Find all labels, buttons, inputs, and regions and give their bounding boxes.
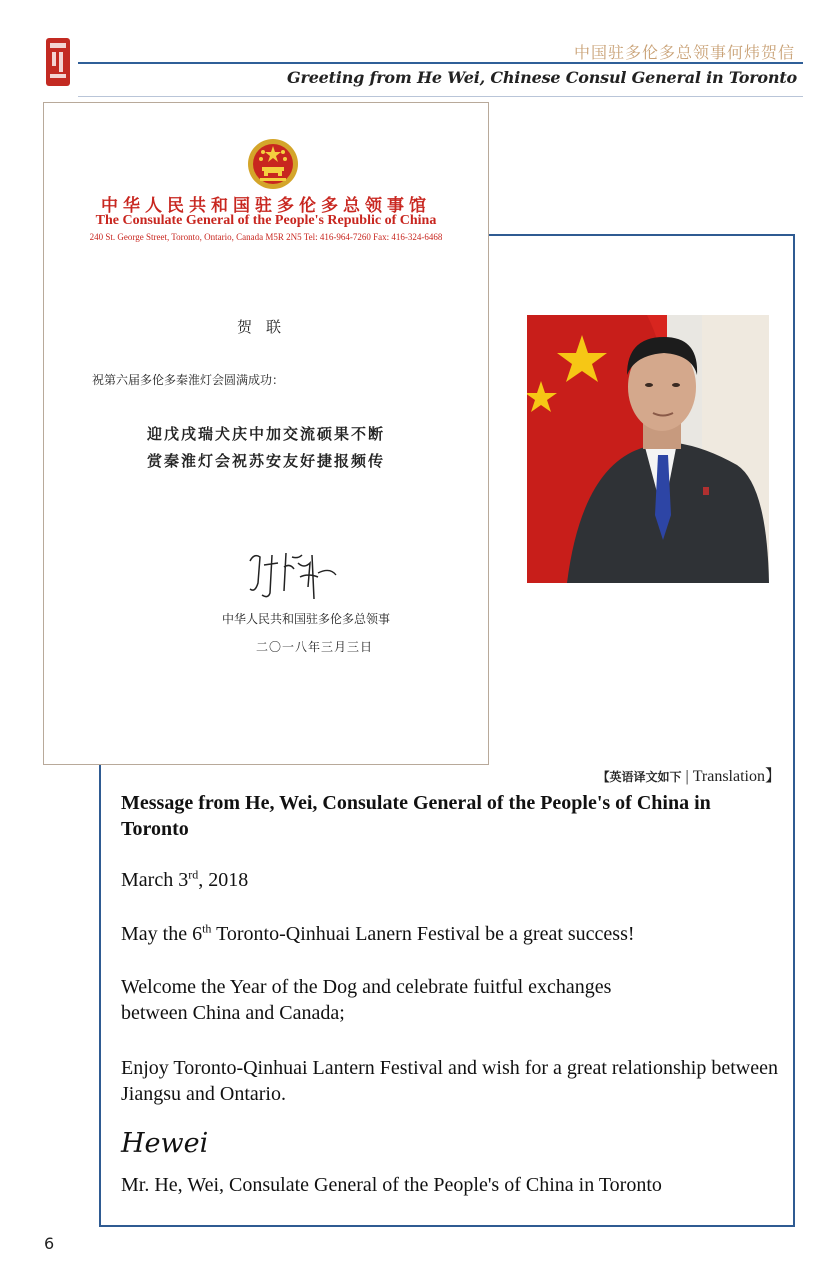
message-wish-sup: th (202, 921, 212, 936)
message-wish (121, 921, 781, 947)
translation-label-cn: 【英语译文如下 (597, 770, 682, 784)
message-wish-end: Toronto-Qinhuai Lanern Festival be a great success! (211, 923, 635, 945)
greeting-letter (43, 102, 489, 765)
national-emblem-icon (246, 137, 300, 191)
message-date-sup: rd (188, 867, 199, 882)
message-paragraph-2: Enjoy Toronto-Qinhuai Lantern Festival and wish for a great relationship between Jiangsu and Ontario. (121, 1057, 778, 1105)
message-title: Message from He, Wei, Consulate General of the People's of China in Toronto (121, 792, 711, 840)
message-date-main: March 3 (121, 869, 189, 891)
letterhead-address: 240 St. George Street, Toronto, Ontario, Canada M5R 2N5 Tel: 416-964-7260 Fax: 416-324-6468 (89, 232, 443, 242)
couplet-line-1: 迎戊戌瑞犬庆中加交流硕果不断 (146, 425, 385, 443)
message-wish-start: May the 6 (121, 923, 203, 945)
letter-date: 二〇一八年三月三日 (256, 640, 374, 654)
letterhead-org-en: The Consulate General of the People's Republic of China (95, 213, 437, 228)
message-paragraph-1-line-1: Welcome the Year of the Dog and celebrate fuitful exchanges (121, 976, 612, 998)
message-signature: Hewei (121, 1128, 209, 1159)
header-rule-thin (78, 96, 803, 97)
header-title-en: Greeting from He Wei, Chinese Consul General in Toronto (287, 68, 797, 87)
letterhead-org-cn: 中华人民共和国驻多伦多总领事馆 (101, 196, 431, 216)
letter-title: 贺联 (236, 318, 295, 336)
page-number: 6 (44, 1234, 55, 1253)
translation-label-en: Translation】 (692, 768, 781, 785)
header-title-cn: 中国驻多伦多总领事何炜贺信 (573, 43, 795, 62)
message-paragraph-1 (121, 974, 781, 1026)
couplet-line-2: 赏秦淮灯会祝苏安友好捷报频传 (146, 452, 385, 470)
translation-label (597, 763, 781, 786)
handwritten-signature (240, 543, 350, 603)
message-date-year: , 2018 (198, 869, 249, 891)
message-paragraph-1-line-2: between China and Canada; (121, 1002, 345, 1024)
letter-signer-title: 中华人民共和国驻多伦多总领事 (222, 612, 391, 626)
translation-label-divider: | (685, 768, 693, 785)
message-closing: Mr. He, Wei, Consulate General of the People's of China in Toronto (121, 1174, 662, 1196)
letter-greeting: 祝第六届多伦多秦淮灯会圆满成功： (92, 373, 285, 387)
consul-portrait (527, 315, 769, 583)
seal-icon (44, 34, 72, 90)
message-date (121, 867, 781, 893)
